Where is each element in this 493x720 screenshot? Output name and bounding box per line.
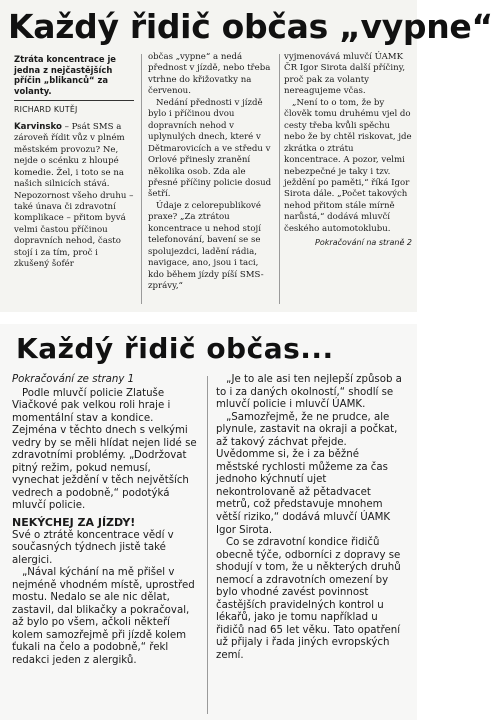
article-column-right bbox=[216, 374, 404, 663]
continued-note: Pokračování na straně 2 bbox=[315, 238, 412, 248]
paragraph: vyjmenovává mluvčí ÚAMK ČR Igor Sirota další příčiny, proč pak za volanty nereagujeme včas. bbox=[284, 52, 406, 97]
paragraph: „Je to ale asi ten nejlepší způsob a to i za daných okolností,“ shodlí se mluvčí policie i mluvčí ÚAMK. bbox=[216, 374, 402, 411]
dateline: Karvinsko bbox=[14, 121, 62, 132]
byline: RICHARD KUTĚJ bbox=[14, 105, 78, 115]
article-column-3 bbox=[284, 52, 412, 249]
article-column-left bbox=[12, 374, 200, 668]
article-clipping-front bbox=[0, 0, 493, 312]
paragraph: „Samozřejmě, že ne prudce, ale plynule, zastavit na okraji a počkat, až takový záchvat přejde. Uvědomme si, že i za běžné městské rychlosti můžeme za čas jednoho kýchnutí ujet nekontrolovaně až pětadvacet metrů, což představuje mnohem větší riziko,“ dodává mluvčí ÚAMK Igor Sirota. bbox=[216, 411, 398, 536]
paragraph-text: – Psát SMS a zároveň řídit vůz v plném městském provozu? Ne, nejde o scénku z hloupé komedie. Žel, i toto se na našich silnicích stává. Nepozornost všeho druhu – také únava či zdravotní komplikace – přitom byvá velmi častou příčinou dopravních nehod, často stojí i za tím, proč i zkušený šofér bbox=[14, 121, 134, 270]
column-divider bbox=[279, 54, 280, 304]
paragraph bbox=[14, 122, 134, 271]
article-clipping-continuation bbox=[0, 324, 417, 720]
paragraph: Podle mluvčí policie Zlatuše Viačkové pak velkou roli hraje i momentální stav a kondice. Zejména v těchto dnech s velkými vedry by se měli hlídat nejen lidé se zdravotními problémy. „Dodržovat pitný režim, pokud nemusí, vynechat ježdění v těch největších vedrech a podobně,“ podotýká mluvčí policie. bbox=[12, 387, 197, 512]
paragraph: Nedání přednosti v jízdě bylo i příčinou dvou dopravních nehod v uplynulých dnech, které v Dětmarovicích a ve středu v Orlové přinesly zranění několika osob. Zda ale přesné příčiny policie dosud šetří. bbox=[148, 97, 272, 200]
paragraph: „Nával kýchání na mě přišel v nejméně vhodném místě, uprostřed mostu. Nedalo se ale nic dělat, zastavil, dal blikačky a pokračoval, až bylo po všem, ačkoli někteří kolem samozřejmě při jízdě kolem ťukali na čelo a podobně,“ řekl redakci jeden z alergiků. bbox=[12, 567, 195, 667]
paragraph: občas „vypne“ a nedá přednost v jízdě, nebo třeba vtrhne do křižovatky na červenou. bbox=[148, 52, 271, 97]
lede-divider bbox=[14, 100, 134, 101]
paragraph: Své o ztrátě koncentrace vědí v současných týdnech jistě také alergici. bbox=[12, 529, 174, 566]
paragraph: Co se zdravotní kondice řidičů obecně týče, odborníci z dopravy se shodují v tom, že u některých druhů nemocí a zdravotních omezení by bylo vhodné zavést povinnost častějších pravidelných kontrol u lékařů, jako je tomu například u řidičů nad 65 let věku. Tato opatření už přijaly i řada jiných evropských zemí. bbox=[216, 537, 401, 662]
headline: Každý řidič občas... bbox=[16, 331, 334, 365]
continued-from-note: Pokračování ze strany 1 bbox=[12, 374, 135, 385]
subheading: NEKÝCHEJ ZA JÍZDY! bbox=[12, 516, 136, 530]
paragraph: Údaje z celorepublikové praxe? „Za ztrátou koncentrace u nehod stojí telefonování, bavení se se spolujezdci, ladění rádia, navigace, ano, jsou i taci, kdo během jízdy píší SMS-zprávy,“ bbox=[148, 200, 264, 292]
lede: Ztráta koncentrace je jedna z nejčastějších příčin „blikanců“ za volanty. bbox=[14, 54, 116, 96]
column-divider bbox=[141, 54, 142, 304]
article-column-2 bbox=[148, 52, 276, 293]
headline: Každý řidič občas „vypne“ bbox=[8, 6, 493, 46]
article-column-1 bbox=[14, 54, 134, 271]
clipping-separator bbox=[0, 312, 417, 324]
paragraph: „Není to o tom, že by člověk tomu druhému vjel do cesty třeba kvůli spěchu nebo že by chtěl riskovat, jde zkrátka o ztrátu koncentrace. A pozor, velmi nebezpečné je taky i tzv. ježdění po paměti,“ říká Igor Sirota dále. „Počet takových nehod přitom stále mírně narůstá,“ dodává mluvčí českého automotoklubu. bbox=[284, 97, 412, 234]
column-divider bbox=[207, 376, 208, 714]
